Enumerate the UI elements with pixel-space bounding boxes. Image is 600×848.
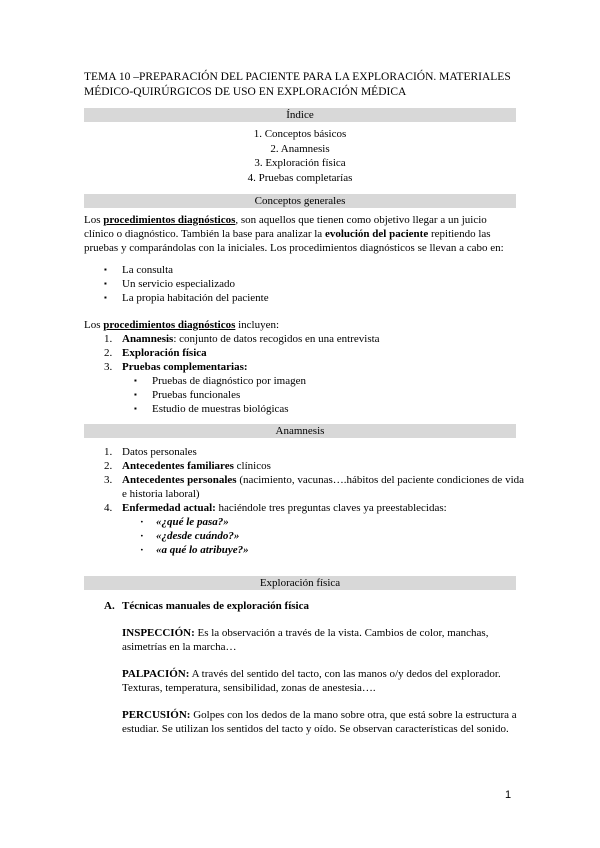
list-item: ▪ La consulta <box>104 263 524 277</box>
text-run: A través del sentido del tacto, con las manos o/y dedos del explorador. Texturas, temperatura, sensibilidad, zonas de anestesia…. <box>122 668 501 694</box>
text-run: Es la observación a través de la vista. Cambios de color, manchas, asimetrías en la marcha… <box>122 627 489 653</box>
list-number: 1. <box>104 446 113 458</box>
palpacion-paragraph <box>122 667 522 695</box>
index-item: 4. Pruebas completarías <box>247 171 353 184</box>
list-number: 2. <box>104 347 113 359</box>
anamnesis-list <box>104 445 524 557</box>
heading-text: Técnicas manuales de exploración física <box>122 600 309 612</box>
key-term: Exploración física <box>122 347 207 359</box>
section-bar-conceptos: Conceptos generales <box>84 194 516 208</box>
list-number: 3. <box>104 361 113 373</box>
key-term: Enfermedad actual: <box>122 502 216 514</box>
index-item: 3. Exploración física <box>254 157 346 169</box>
sub-list-item: ▪ Pruebas de diagnóstico por imagen <box>134 374 524 388</box>
page-number: 1 <box>505 789 512 801</box>
key-term: Antecedentes familiares <box>122 460 234 472</box>
technique-label: PERCUSIÓN: <box>122 709 191 721</box>
key-term: Anamnesis <box>122 333 174 345</box>
list-item <box>104 501 524 557</box>
key-term: Pruebas complementarias: <box>122 361 248 373</box>
inspeccion-paragraph <box>122 626 522 654</box>
sub-list <box>122 374 524 416</box>
question-item <box>140 543 524 557</box>
text-run: : conjunto de datos recogidos en una entrevista <box>173 333 380 345</box>
intro-paragraph <box>84 213 516 255</box>
list-number: 3. <box>104 474 113 486</box>
document-title: TEMA 10 –PREPARACIÓN DEL PACIENTE PARA LA EXPLORACIÓN. MATERIALES MÉDICO-QUIRÚRGICOS DE USO EN EXPLORACIÓN MÉDICA <box>84 71 511 98</box>
text-run: , son aquellos que tienen como objetivo llegar a un juicio clínico o diagnóstico. También la base para analizar la <box>84 214 487 240</box>
text-run: haciéndole tres preguntas claves ya preestablecidas: <box>215 502 447 514</box>
text-run: Golpes con los dedos de la mano sobre otra, que está sobre la estructura a estudiar. Se utilizan los sentidos del tacto y oído. Se observan características del sonido. <box>122 709 517 735</box>
key-term: procedimientos diagnósticos <box>103 214 236 226</box>
question-text: «¿qué le pasa?» <box>156 516 229 528</box>
list-item: ▪ Un servicio especializado <box>104 277 524 291</box>
list-item <box>104 459 524 473</box>
questions-list <box>122 515 524 557</box>
section-bar-indice: Índice <box>84 108 516 122</box>
procedures-list <box>104 332 524 416</box>
list-item <box>104 445 524 459</box>
question-item <box>140 515 524 529</box>
index-list <box>84 127 516 185</box>
list-number: 2. <box>104 460 113 472</box>
key-term: Antecedentes personales <box>122 474 237 486</box>
text-run: Los <box>84 319 104 331</box>
technique-label: PALPACIÓN: <box>122 668 190 680</box>
procedures-intro <box>84 318 516 332</box>
index-item: 2. Anamnesis <box>270 142 330 155</box>
list-item <box>104 360 524 416</box>
question-text: «¿desde cuándo?» <box>156 530 240 542</box>
text-run: incluyen: <box>235 319 280 331</box>
question-text: «a qué lo atribuye?» <box>156 544 249 556</box>
section-bar-exploracion: Exploración física <box>84 576 516 590</box>
sub-list-item: ▪ Pruebas funcionales <box>134 388 524 402</box>
list-item <box>104 473 524 501</box>
list-number: 4. <box>104 502 113 514</box>
index-item: 1. Conceptos básicos <box>253 128 347 140</box>
list-item: ▪ La propia habitación del paciente <box>104 291 524 305</box>
key-term: procedimientos diagnósticos <box>103 319 236 331</box>
question-item <box>140 529 524 543</box>
technique-label: INSPECCIÓN: <box>122 627 195 639</box>
list-item <box>104 346 524 360</box>
list-item <box>104 332 524 346</box>
list-number: 1. <box>104 333 113 345</box>
text-run: Datos personales <box>122 446 197 458</box>
section-bar-anamnesis: Anamnesis <box>84 424 516 438</box>
key-term: evolución del paciente <box>324 228 429 240</box>
list-letter: A. <box>104 600 115 612</box>
technique-heading <box>104 599 524 613</box>
percusion-paragraph <box>122 708 522 736</box>
places-list <box>104 263 524 305</box>
text-run: repitiendo las pruebas y comparándolas con la iniciales. Los procedimientos diagnósticos se llevan a cabo en: <box>84 228 504 254</box>
text-run: (nacimiento, vacunas….hábitos del paciente condiciones de vida e historia laboral) <box>122 474 525 500</box>
text-run: Los <box>84 214 104 226</box>
text-run: clínicos <box>233 460 271 472</box>
sub-list-item: ▪ Estudio de muestras biológicas <box>134 402 524 416</box>
